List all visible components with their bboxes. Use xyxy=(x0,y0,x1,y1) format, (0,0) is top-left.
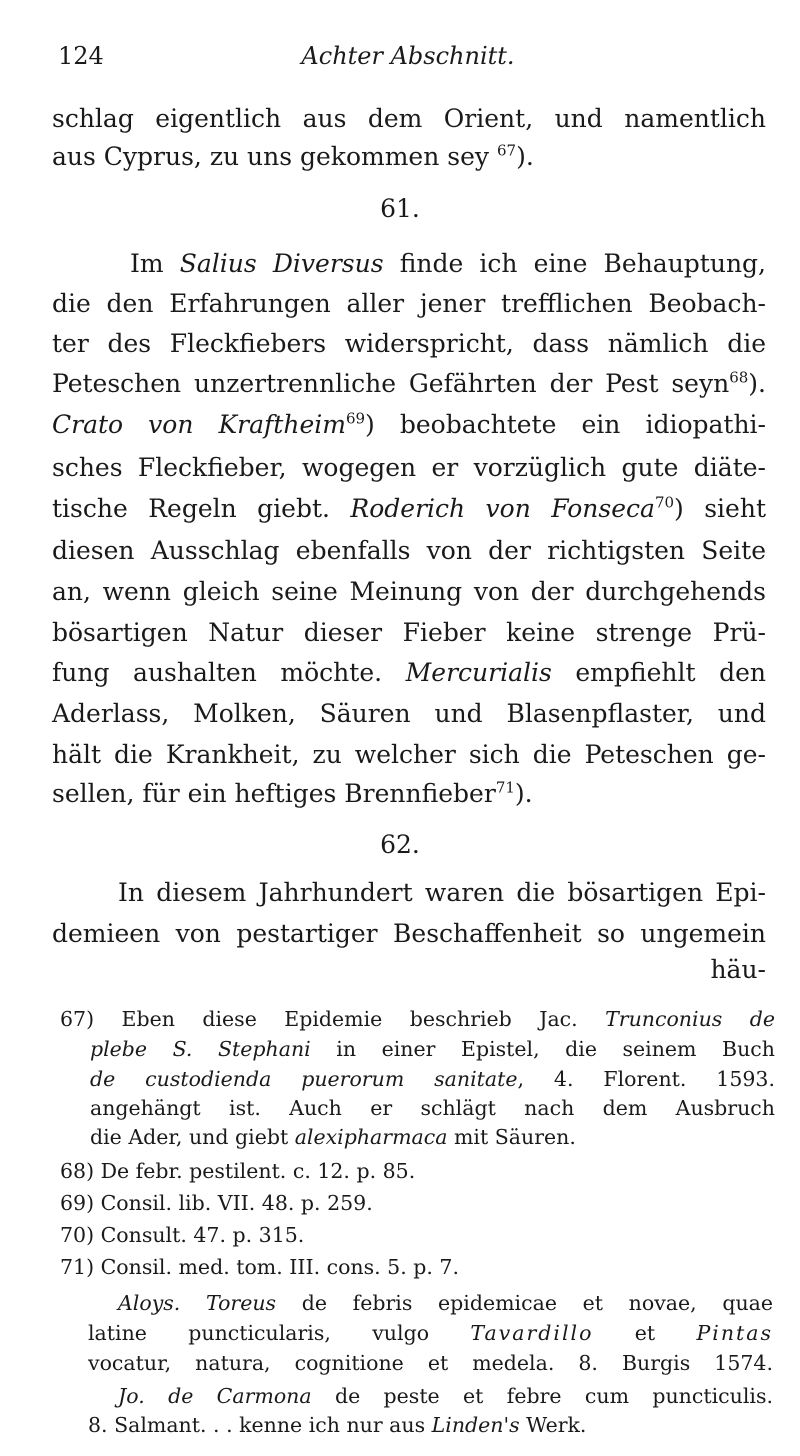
footnote-line: 70) Consult. 47. p. 315. xyxy=(60,1223,305,1247)
text-line: Peteschen unzertrennliche Gefährten der Pest seyn$^{68}$). xyxy=(52,368,766,398)
footnote-line: vocatur, natura, cognitione et medela. 8. Burgis 1574. xyxy=(88,1351,773,1375)
text-line: In diesem Jahrhundert waren die bösartigen Epi- xyxy=(118,878,766,907)
text-line: Im Salius Diversus finde ich eine Behauptung, xyxy=(130,249,766,278)
text-line: die den Erfahrungen aller jener trefflichen Beobach- xyxy=(52,289,766,318)
text-line: tische Regeln giebt. Roderich von Fonseca$^{70}$) sieht xyxy=(52,493,766,523)
footnote-ref: 69 xyxy=(345,409,366,428)
footnote-line: 67) Eben diese Epidemie beschrieb Jac. Trunconius de xyxy=(60,1007,775,1031)
text-line: sches Fleckfieber, wogegen er vorzüglich gute diäte- xyxy=(52,453,766,482)
catchword: häu- xyxy=(710,955,766,984)
footnote-line: 68) De febr. pestilent. c. 12. p. 85. xyxy=(60,1159,416,1183)
footnote-ref: 67 xyxy=(496,141,517,160)
text-line: sellen, für ein heftiges Brennfieber$^{71}$). xyxy=(52,778,533,808)
footnote-line: 69) Consil. lib. VII. 48. p. 259. xyxy=(60,1191,373,1215)
page-number: 124 xyxy=(58,42,104,70)
footnote-ref: 70 xyxy=(654,493,675,512)
text-line: schlag eigentlich aus dem Orient, und namentlich xyxy=(52,104,766,133)
text-line: hält die Krankheit, zu welcher sich die Peteschen ge- xyxy=(52,740,766,769)
running-title: Achter Abschnitt. xyxy=(301,42,515,70)
footnote-line: de custodienda puerorum sanitate, 4. Florent. 1593. xyxy=(90,1067,775,1091)
text-line: diesen Ausschlag ebenfalls von der richtigsten Seite xyxy=(52,536,766,565)
footnote-line: angehängt ist. Auch er schlägt nach dem Ausbruch xyxy=(90,1096,775,1120)
footnote-line: plebe S. Stephani in einer Epistel, die seinem Buch xyxy=(90,1037,775,1061)
footnote-ref: 68 xyxy=(729,368,749,387)
section-number: 62. xyxy=(380,830,420,859)
footnote-ref: 71 xyxy=(495,778,515,797)
text-line: ter des Fleckfiebers widerspricht, dass nämlich die xyxy=(52,329,766,358)
footnote-line: 8. Salmant. . . kenne ich nur aus Linden's Werk. xyxy=(88,1413,587,1437)
footnote-line: latine puncticularis, vulgo Tavardillo et Pintas xyxy=(88,1321,774,1345)
footnote-line: Aloys. Toreus de febris epidemicae et novae, quae xyxy=(118,1291,774,1315)
text-line: aus Cyprus, zu uns gekommen sey $^{67}$). xyxy=(52,141,534,171)
text-line: Aderlass, Molken, Säuren und Blasenpflaster, und xyxy=(52,699,766,728)
footnote-line: 71) Consil. med. tom. III. cons. 5. p. 7. xyxy=(60,1255,459,1279)
text-line: bösartigen Natur dieser Fieber keine strenge Prü- xyxy=(52,618,766,647)
text-line: fung aushalten möchte. Mercurialis empfiehlt den xyxy=(52,658,766,687)
text-line: Crato von Kraftheim$^{69}$) beobachtete ein idiopathi- xyxy=(52,409,766,439)
section-number: 61. xyxy=(380,194,420,223)
text-line: an, wenn gleich seine Meinung von der durchgehends xyxy=(52,577,766,606)
footnote-line: Jo. de Carmona de peste et febre cum puncticulis. xyxy=(118,1384,773,1408)
page-header xyxy=(58,42,758,78)
footnote-line: die Ader, und giebt alexipharmaca mit Säuren. xyxy=(90,1125,576,1149)
text-line: demieen von pestartiger Beschaffenheit so ungemein xyxy=(52,919,766,948)
